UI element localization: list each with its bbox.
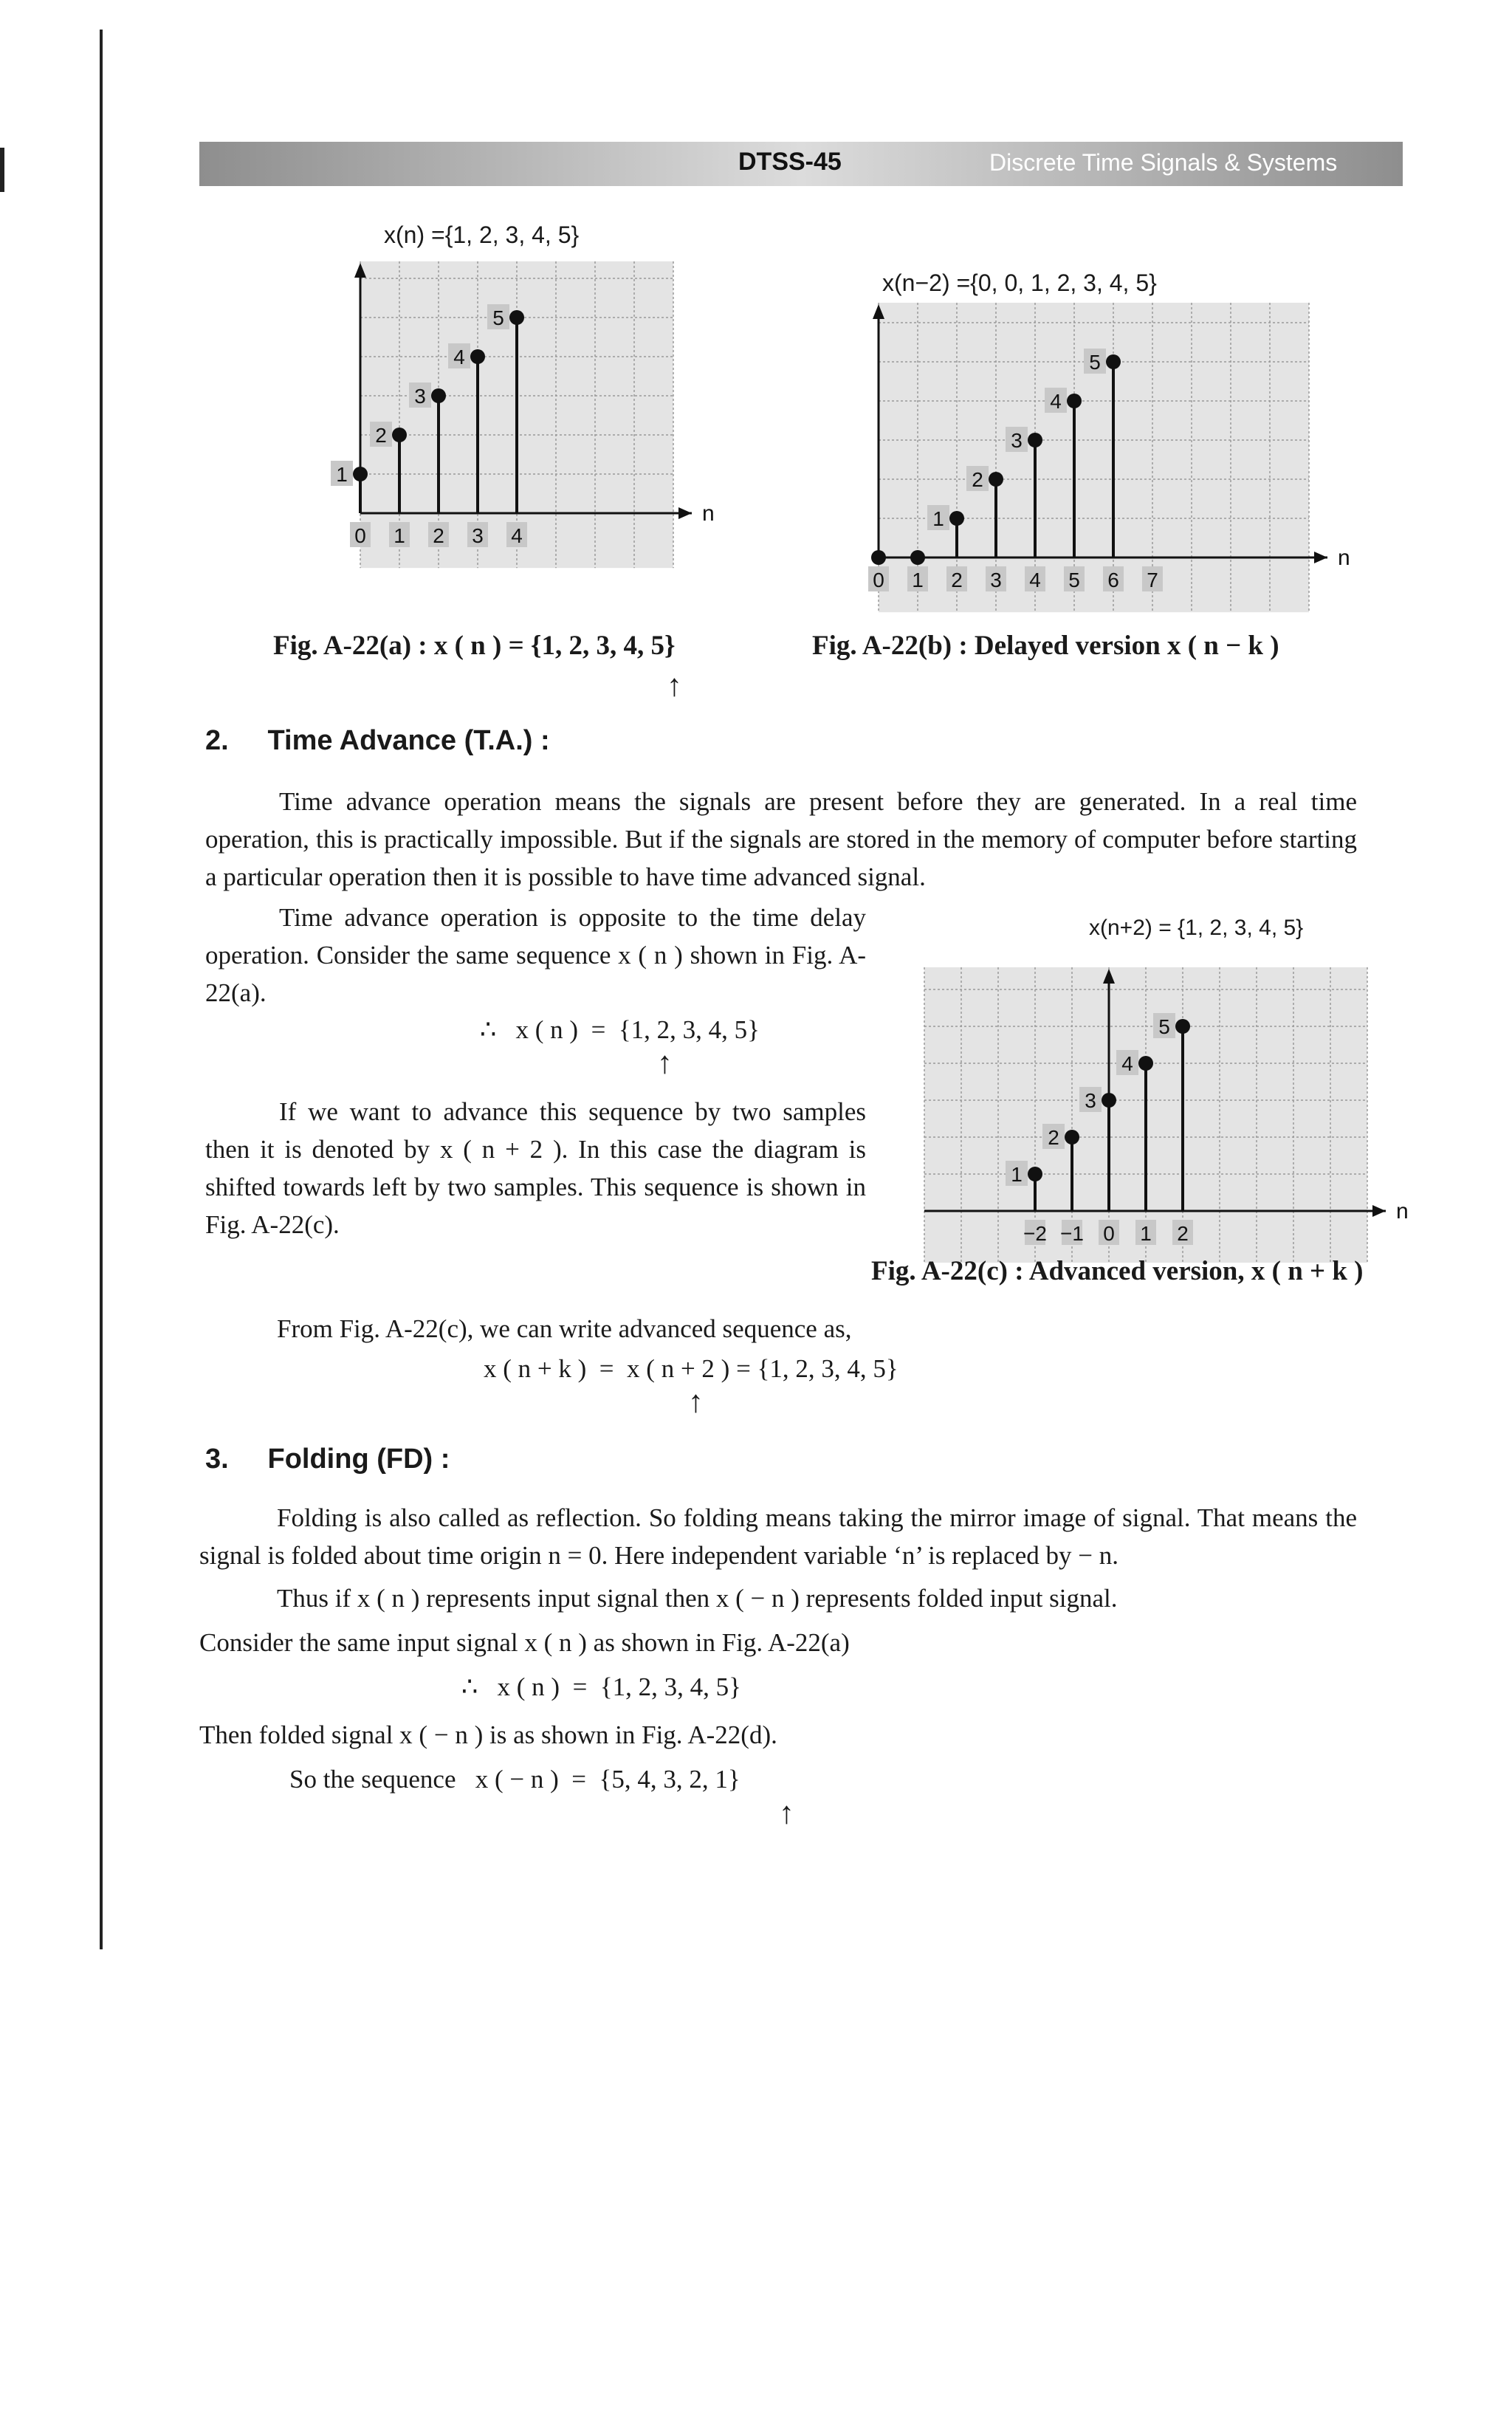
x-axis-label: n: [1396, 1199, 1409, 1224]
stem-value-label: 4: [1050, 390, 1062, 413]
x-tick-label: 1: [1140, 1222, 1152, 1245]
stem-point: [989, 472, 1003, 487]
x-axis-arrowhead: [1314, 552, 1327, 563]
x-axis-label: n: [702, 501, 715, 526]
fig-b-formula: x(n−2) ={0, 0, 1, 2, 3, 4, 5}: [882, 270, 1157, 296]
stem-value-label: 2: [972, 468, 983, 491]
stem-value-label: 5: [1158, 1015, 1170, 1038]
fig-b-plot: [856, 303, 1350, 613]
stem-value-label: 1: [336, 463, 348, 486]
stem-value-label: 2: [1048, 1126, 1059, 1149]
section-2-paragraph-1: Time advance operation means the signals are present before they are generated. In a real time operation, this is practically impossible. But if the signals are stored in the memory of computer before starting a particular operation then it is possible to have time advanced signal.: [205, 787, 1357, 891]
x-tick-label: 3: [990, 569, 1002, 591]
stem-value-label: 4: [1121, 1052, 1133, 1075]
section-3-equation-2: So the sequence x ( − n ) = {5, 4, 3, 2, 1}: [289, 1765, 740, 1794]
x-tick-label: 1: [912, 569, 924, 591]
x-axis-label: n: [1338, 546, 1350, 570]
section-3-equation-1: ∴ x ( n ) = {1, 2, 3, 4, 5}: [461, 1672, 741, 1701]
stem-point: [910, 550, 925, 565]
stem-point: [1106, 354, 1121, 369]
stem-point: [470, 349, 485, 364]
stem-point: [1028, 433, 1042, 447]
x-axis-arrowhead: [1372, 1205, 1386, 1217]
stem-point: [949, 511, 964, 526]
stem-point: [509, 310, 524, 325]
section-3-paragraph-2: Thus if x ( n ) represents input signal then x ( − n ) represents folded input signal.: [277, 1584, 1118, 1613]
x-tick-label: 2: [433, 524, 444, 547]
section-2-equation-1: ∴ x ( n ) = {1, 2, 3, 4, 5}: [480, 1015, 760, 1044]
x-tick-label: 2: [951, 569, 963, 591]
fig-c-formula: x(n+2) = {1, 2, 3, 4, 5}: [1089, 916, 1304, 940]
section-2-paragraph-2: Time advance operation is opposite to the time delay operation. Consider the same sequence x ( n ) shown in Fig. A-22(a).: [205, 903, 866, 1007]
x-tick-label: −2: [1023, 1222, 1047, 1245]
x-tick-label: 0: [354, 524, 366, 547]
stem-value-label: 4: [453, 346, 465, 368]
section-3-paragraph-4: Then folded signal x ( − n ) is as shown in Fig. A-22(d).: [199, 1720, 777, 1749]
stem-point: [1102, 1093, 1116, 1108]
page-binding-line: [100, 30, 103, 1949]
stem-point: [1138, 1056, 1153, 1071]
fig-b-caption: Fig. A-22(b) : Delayed version x ( n − k ): [812, 631, 1279, 661]
fig-a-plot: [336, 258, 715, 605]
stem-value-label: 2: [375, 424, 387, 447]
x-tick-label: 4: [511, 524, 523, 547]
x-tick-label: 7: [1147, 569, 1158, 591]
x-axis-arrowhead: [678, 507, 692, 519]
stem-value-label: 1: [932, 507, 944, 530]
x-tick-label: 4: [1029, 569, 1041, 591]
section-3-paragraph-1: Folding is also called as reflection. So folding means taking the mirror image of signal. That means the signal is folded about time origin n = 0. Here independent variable ‘n’ is replaced by − n.: [199, 1503, 1357, 1570]
section-2-paragraph-4: From Fig. A-22(c), we can write advanced sequence as,: [277, 1314, 852, 1343]
page-code: DTSS-45: [738, 148, 842, 176]
stem-point: [871, 550, 886, 565]
section-3-eq2-arrow: ↑: [779, 1797, 794, 1830]
x-tick-label: 0: [873, 569, 884, 591]
x-tick-label: 6: [1107, 569, 1119, 591]
fig-a-formula: x(n) ={1, 2, 3, 4, 5}: [384, 222, 580, 248]
stem-point: [431, 388, 446, 403]
stem-point: [353, 467, 368, 481]
page-edge-mark: [0, 148, 4, 192]
stem-value-label: 3: [414, 385, 426, 408]
x-tick-label: 3: [472, 524, 484, 547]
x-tick-label: 0: [1103, 1222, 1115, 1245]
fig-a-caption: Fig. A-22(a) : x ( n ) = {1, 2, 3, 4, 5}: [273, 631, 676, 661]
section-3-title: 3. Folding (FD) :: [205, 1444, 450, 1475]
stem-value-label: 3: [1011, 429, 1023, 452]
fig-c-plot: [915, 938, 1409, 1248]
stem-value-label: 5: [1089, 351, 1101, 374]
section-2-eq1-arrow: ↑: [657, 1046, 673, 1080]
stem-value-label: 1: [1011, 1163, 1023, 1186]
section-2-equation-2: x ( n + k ) = x ( n + 2 ) = {1, 2, 3, 4, 5}: [484, 1354, 898, 1383]
stem-point: [1028, 1167, 1042, 1181]
stem-point: [1175, 1019, 1190, 1034]
x-tick-label: 1: [394, 524, 405, 547]
x-tick-label: 2: [1177, 1222, 1189, 1245]
stem-point: [1067, 394, 1082, 408]
stem-point: [392, 428, 407, 442]
section-3-paragraph-3: Consider the same input signal x ( n ) as shown in Fig. A-22(a): [199, 1628, 850, 1657]
x-tick-label: 5: [1068, 569, 1080, 591]
fig-c-caption: Fig. A-22(c) : Advanced version, x ( n + k ): [871, 1256, 1364, 1286]
section-2-paragraph-3: If we want to advance this sequence by two samples then it is denoted by x ( n + 2 ). In this case the diagram is shifted towards left by two samples. This sequence is shown in Fig. A-22(c).: [205, 1097, 866, 1239]
page-header-title: Discrete Time Signals & Systems: [989, 149, 1338, 176]
section-2-eq2-arrow: ↑: [688, 1385, 704, 1419]
section-2-title: 2. Time Advance (T.A.) :: [205, 725, 550, 756]
fig-a-origin-arrow: ↑: [667, 669, 682, 703]
stem-value-label: 5: [492, 306, 504, 329]
stem-point: [1065, 1130, 1079, 1145]
x-tick-label: −1: [1060, 1222, 1084, 1245]
stem-value-label: 3: [1085, 1089, 1096, 1112]
